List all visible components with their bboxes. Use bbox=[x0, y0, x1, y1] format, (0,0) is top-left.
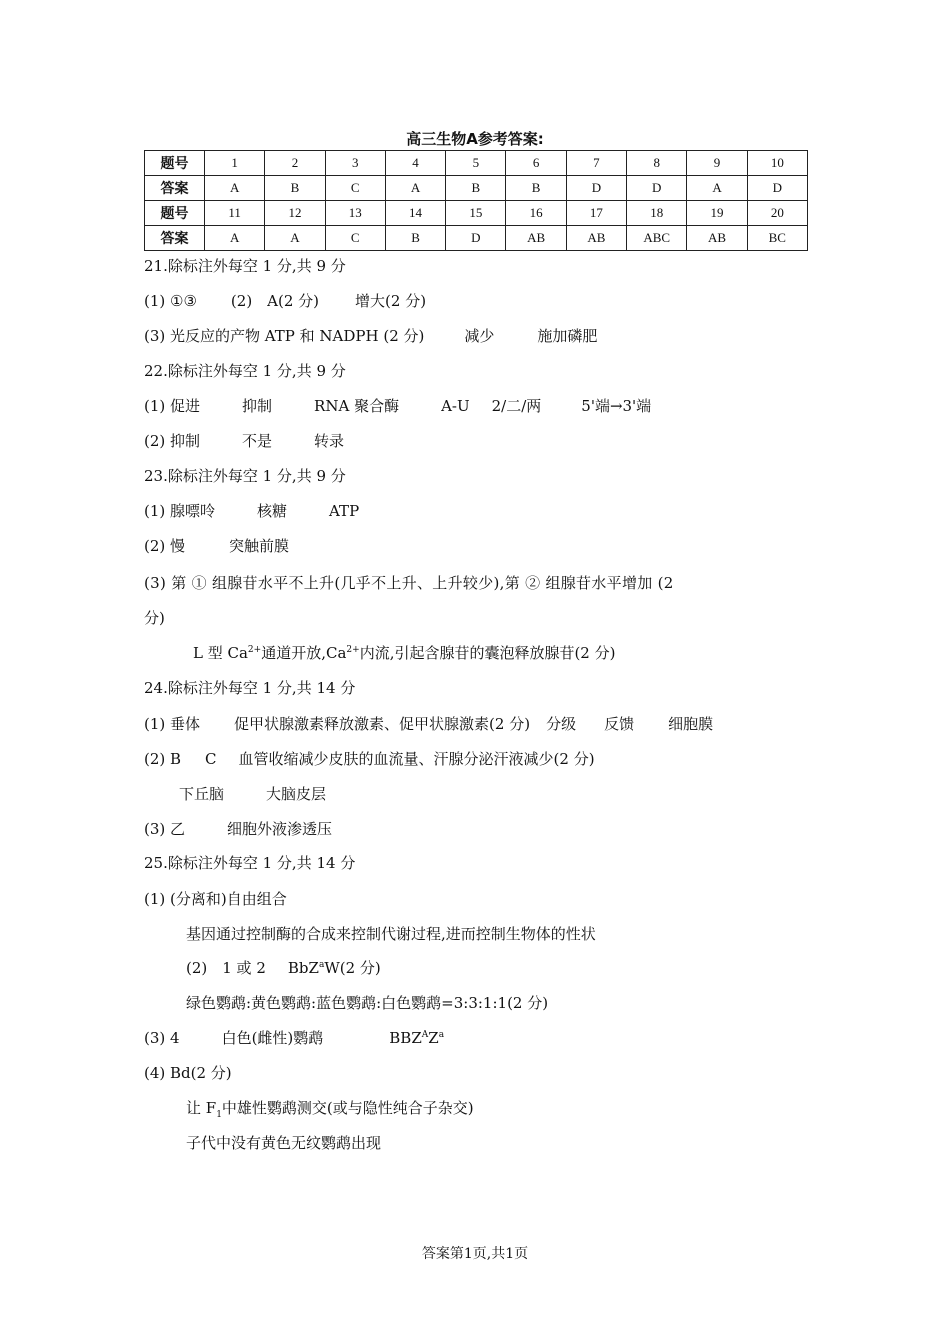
answer-cell: BC bbox=[747, 226, 807, 251]
question-number: 6 bbox=[506, 151, 566, 176]
answer-label: 答案 bbox=[145, 226, 205, 251]
q24-answer: 分级 bbox=[546, 715, 577, 733]
q23-text: 通道开放,Ca bbox=[261, 644, 347, 662]
q22-answer: 5'端→3'端 bbox=[581, 397, 652, 415]
question-number: 11 bbox=[205, 201, 265, 226]
q25-line-5 bbox=[144, 1028, 444, 1048]
answer-cell: A bbox=[265, 226, 325, 251]
q25-line-8: 子代中没有黄色无纹鹦鹉出现 bbox=[186, 1134, 382, 1152]
q22-answer: 2/二/两 bbox=[491, 397, 542, 415]
answer-cell: C bbox=[325, 176, 385, 201]
q24-answer: 促甲状腺激素释放激素、促甲状腺激素(2 分) bbox=[234, 715, 531, 733]
q25-answer: (2) 1 或 2 bbox=[186, 959, 266, 977]
q22-answer: (1) 促进 bbox=[144, 397, 201, 415]
table-row bbox=[145, 151, 808, 176]
q21-answer: (3) 光反应的产物 ATP 和 NADPH (2 分) bbox=[144, 327, 425, 345]
q25-line-3 bbox=[186, 958, 381, 978]
q25-answer: Z bbox=[428, 1029, 439, 1047]
q22-line-2 bbox=[144, 431, 344, 451]
q24-answer: 反馈 bbox=[604, 715, 635, 733]
question-number: 10 bbox=[747, 151, 807, 176]
q25-answer: W(2 分) bbox=[324, 959, 381, 977]
question-number: 9 bbox=[687, 151, 747, 176]
table-row bbox=[145, 201, 808, 226]
question-number: 1 bbox=[205, 151, 265, 176]
answer-cell: D bbox=[446, 226, 506, 251]
q25-answer: BBZ bbox=[389, 1029, 422, 1047]
answer-cell: AB bbox=[687, 226, 747, 251]
q25-line-6: (4) Bd(2 分) bbox=[144, 1064, 232, 1082]
question-number: 3 bbox=[325, 151, 385, 176]
question-number: 13 bbox=[325, 201, 385, 226]
q24-line-3 bbox=[179, 784, 326, 804]
q25-answer: (3) 4 bbox=[144, 1029, 180, 1047]
q22-answer: RNA 聚合酶 bbox=[314, 397, 400, 415]
answer-cell: A bbox=[687, 176, 747, 201]
q24-line-4 bbox=[144, 819, 332, 839]
answer-cell: C bbox=[325, 226, 385, 251]
q23-answer: (1) 腺嘌呤 bbox=[144, 502, 216, 520]
header-label: 题号 bbox=[145, 151, 205, 176]
q23-line-3: (3) 第 ① 组腺苷水平不上升(几乎不上升、上升较少),第 ② 组腺苷水平增加 (2 bbox=[144, 574, 674, 592]
q23-text: 内流,引起含腺苷的囊泡释放腺苷(2 分) bbox=[359, 644, 616, 662]
superscript: 2+ bbox=[346, 645, 360, 655]
superscript: a bbox=[438, 1030, 445, 1040]
q21-line-1 bbox=[144, 291, 426, 311]
answer-label: 答案 bbox=[145, 176, 205, 201]
q23-line-2 bbox=[144, 536, 289, 556]
q22-line-1 bbox=[144, 396, 651, 416]
question-number: 18 bbox=[627, 201, 687, 226]
q23-line-1 bbox=[144, 501, 359, 521]
q25-line-4: 绿色鹦鹉:黄色鹦鹉:蓝色鹦鹉:白色鹦鹉=3:3:1:1(2 分) bbox=[186, 994, 549, 1012]
q22-answer: A-U bbox=[441, 397, 470, 415]
superscript: a bbox=[318, 960, 325, 970]
q24-answer: 血管收缩减少皮肤的血流量、汗腺分泌汗液减少(2 分) bbox=[238, 750, 595, 768]
q23-line-5 bbox=[193, 643, 615, 663]
question-number: 16 bbox=[506, 201, 566, 226]
answer-cell: D bbox=[627, 176, 687, 201]
q23-text: L 型 Ca bbox=[193, 644, 248, 662]
answer-cell: ABC bbox=[627, 226, 687, 251]
question-number: 7 bbox=[566, 151, 626, 176]
q24-answer: 细胞膜 bbox=[668, 715, 714, 733]
answer-cell: B bbox=[265, 176, 325, 201]
q23-heading: 23.除标注外每空 1 分,共 9 分 bbox=[144, 467, 346, 485]
q22-answer: 不是 bbox=[242, 432, 273, 450]
answer-cell: B bbox=[385, 226, 445, 251]
header-label: 题号 bbox=[145, 201, 205, 226]
q23-answer: (2) 慢 bbox=[144, 537, 186, 555]
superscript: 2+ bbox=[247, 645, 262, 655]
q25-line-1: (1) (分离和)自由组合 bbox=[144, 890, 287, 908]
answer-table bbox=[144, 150, 808, 251]
answer-cell: B bbox=[446, 176, 506, 201]
q21-answer: 增大(2 分) bbox=[355, 292, 427, 310]
q23-answer: ATP bbox=[329, 502, 360, 520]
question-number: 19 bbox=[687, 201, 747, 226]
q24-answer: C bbox=[205, 750, 217, 768]
q23-answer: 核糖 bbox=[257, 502, 288, 520]
question-number: 17 bbox=[566, 201, 626, 226]
table-row bbox=[145, 176, 808, 201]
answer-cell: A bbox=[385, 176, 445, 201]
q25-text: 让 F bbox=[186, 1099, 217, 1117]
q25-answer: 白色(雌性)鹦鹉 bbox=[221, 1029, 324, 1047]
q24-answer: 大脑皮层 bbox=[266, 785, 327, 803]
q21-answer: 减少 bbox=[464, 327, 495, 345]
question-number: 4 bbox=[385, 151, 445, 176]
q22-answer: 抑制 bbox=[242, 397, 273, 415]
q24-answer: 下丘脑 bbox=[179, 785, 225, 803]
answer-cell: A bbox=[205, 226, 265, 251]
question-number: 2 bbox=[265, 151, 325, 176]
q21-answer: (2) A(2 分) bbox=[230, 292, 320, 310]
q25-line-7 bbox=[186, 1098, 474, 1125]
q22-answer: 转录 bbox=[314, 432, 345, 450]
q25-line-2: 基因通过控制酶的合成来控制代谢过程,进而控制生物体的性状 bbox=[186, 925, 596, 943]
question-number: 12 bbox=[265, 201, 325, 226]
q21-answer: (1) ①③ bbox=[144, 292, 197, 310]
question-number: 14 bbox=[385, 201, 445, 226]
q25-answer: BbZ bbox=[287, 959, 319, 977]
q24-answer: 细胞外液渗透压 bbox=[227, 820, 333, 838]
q22-heading: 22.除标注外每空 1 分,共 9 分 bbox=[144, 362, 346, 380]
answer-cell: B bbox=[506, 176, 566, 201]
superscript: A bbox=[421, 1030, 429, 1040]
q24-answer: (1) 垂体 bbox=[144, 715, 201, 733]
q22-answer: (2) 抑制 bbox=[144, 432, 201, 450]
answer-cell: AB bbox=[566, 226, 626, 251]
subscript: 1 bbox=[216, 1110, 222, 1120]
q21-line-2 bbox=[144, 326, 597, 346]
answer-cell: AB bbox=[506, 226, 566, 251]
table-row bbox=[145, 226, 808, 251]
q25-heading: 25.除标注外每空 1 分,共 14 分 bbox=[144, 854, 356, 872]
q25-text: 中雄性鹦鹉测交(或与隐性纯合子杂交) bbox=[221, 1099, 474, 1117]
q21-answer: 施加磷肥 bbox=[537, 327, 598, 345]
q24-line-2 bbox=[144, 749, 595, 769]
q23-line-4: 分) bbox=[144, 609, 165, 627]
q23-answer: 突触前膜 bbox=[229, 537, 290, 555]
q21-heading: 21.除标注外每空 1 分,共 9 分 bbox=[144, 257, 346, 275]
q24-heading: 24.除标注外每空 1 分,共 14 分 bbox=[144, 679, 356, 697]
question-number: 5 bbox=[446, 151, 506, 176]
q24-answer: (3) 乙 bbox=[144, 820, 186, 838]
answer-cell: A bbox=[205, 176, 265, 201]
page-footer: 答案第1页,共1页 bbox=[421, 1246, 529, 1262]
document-title: 高三生物A参考答案: bbox=[406, 130, 544, 148]
question-number: 20 bbox=[747, 201, 807, 226]
question-number: 15 bbox=[446, 201, 506, 226]
answer-cell: D bbox=[566, 176, 626, 201]
answer-cell: D bbox=[747, 176, 807, 201]
q24-answer: (2) B bbox=[144, 750, 182, 768]
question-number: 8 bbox=[627, 151, 687, 176]
q24-line-1 bbox=[144, 714, 713, 734]
